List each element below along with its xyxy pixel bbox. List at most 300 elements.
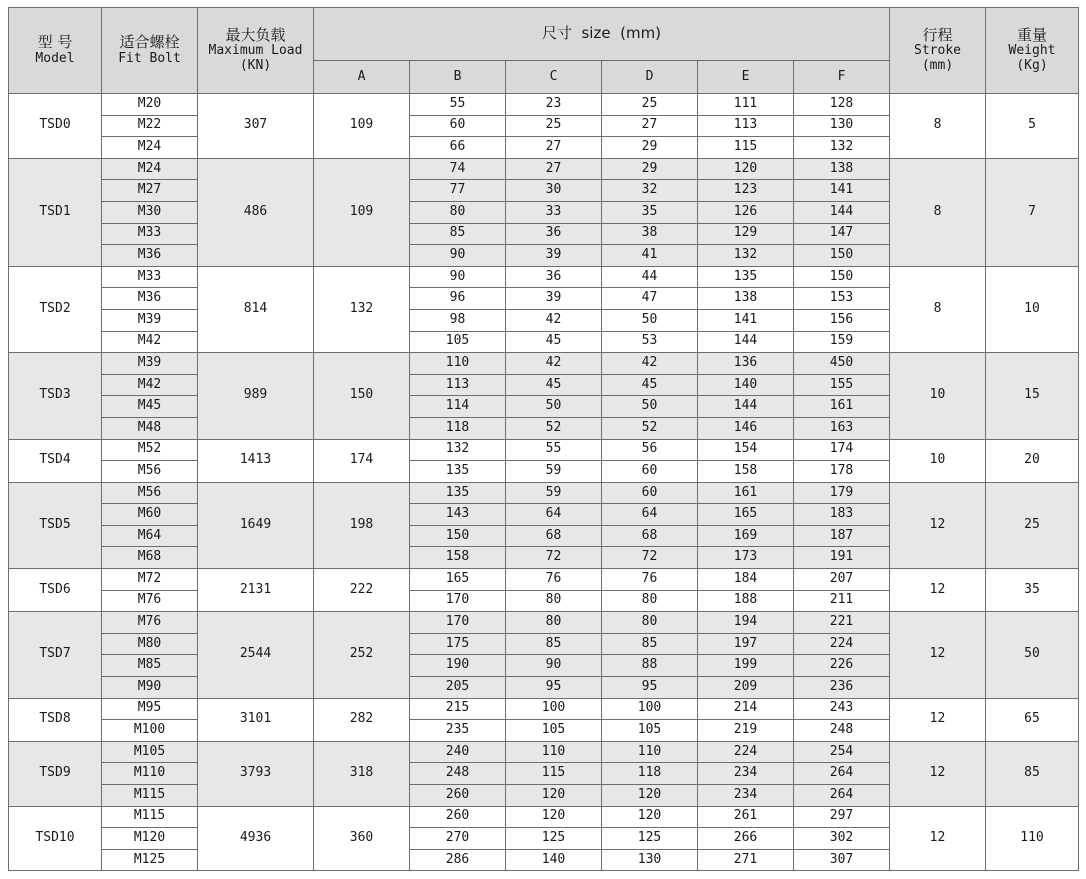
cell-dim-c: 50 [506, 396, 602, 418]
cell-dim-c: 125 [506, 828, 602, 850]
cell-dim-f: 224 [794, 633, 890, 655]
cell-dim-e: 194 [698, 612, 794, 634]
cell-dim-b: 235 [410, 720, 506, 742]
cell-fit-bolt: M115 [102, 785, 198, 807]
cell-dim-d: 80 [602, 590, 698, 612]
cell-fit-bolt: M120 [102, 828, 198, 850]
cell-dim-d: 41 [602, 245, 698, 267]
cell-dim-e: 144 [698, 396, 794, 418]
cell-dim-c: 39 [506, 245, 602, 267]
cell-dim-f: 179 [794, 482, 890, 504]
cell-fit-bolt: M90 [102, 677, 198, 699]
cell-dim-e: 126 [698, 201, 794, 223]
cell-fit-bolt: M33 [102, 266, 198, 288]
cell-fit-bolt: M80 [102, 633, 198, 655]
cell-dim-a: 109 [314, 158, 410, 266]
cell-fit-bolt: M27 [102, 180, 198, 202]
cell-dim-f: 144 [794, 201, 890, 223]
cell-dim-c: 36 [506, 266, 602, 288]
cell-dim-b: 80 [410, 201, 506, 223]
cell-dim-d: 72 [602, 547, 698, 569]
cell-fit-bolt: M68 [102, 547, 198, 569]
cell-dim-b: 158 [410, 547, 506, 569]
cell-fit-bolt: M110 [102, 763, 198, 785]
cell-dim-e: 115 [698, 137, 794, 159]
cell-dim-b: 55 [410, 94, 506, 116]
cell-model: TSD4 [9, 439, 102, 482]
cell-fit-bolt: M125 [102, 849, 198, 871]
cell-dim-d: 100 [602, 698, 698, 720]
header-weight [986, 8, 1079, 94]
cell-fit-bolt: M56 [102, 461, 198, 483]
header-size-label: 尺寸 size (mm) [541, 24, 662, 43]
header-load-unit: (KN) [239, 58, 272, 74]
cell-fit-bolt: M115 [102, 806, 198, 828]
cell-fit-bolt: M24 [102, 158, 198, 180]
cell-dim-b: 60 [410, 115, 506, 137]
cell-weight: 10 [986, 266, 1079, 352]
cell-dim-d: 45 [602, 374, 698, 396]
cell-dim-d: 76 [602, 569, 698, 591]
cell-dim-e: 234 [698, 763, 794, 785]
cell-dim-b: 170 [410, 590, 506, 612]
cell-fit-bolt: M39 [102, 309, 198, 331]
table-row [9, 612, 1079, 634]
cell-dim-c: 39 [506, 288, 602, 310]
cell-stroke: 10 [890, 353, 986, 439]
cell-weight: 85 [986, 741, 1079, 806]
cell-dim-f: 264 [794, 763, 890, 785]
cell-dim-a: 174 [314, 439, 410, 482]
cell-dim-f: 264 [794, 785, 890, 807]
cell-dim-c: 33 [506, 201, 602, 223]
cell-dim-e: 184 [698, 569, 794, 591]
cell-dim-c: 80 [506, 612, 602, 634]
header-bolt-en: Fit Bolt [118, 50, 181, 66]
cell-dim-b: 286 [410, 849, 506, 871]
cell-dim-e: 188 [698, 590, 794, 612]
table-row [9, 94, 1079, 116]
cell-dim-f: 161 [794, 396, 890, 418]
cell-dim-b: 74 [410, 158, 506, 180]
cell-stroke: 8 [890, 158, 986, 266]
cell-fit-bolt: M72 [102, 569, 198, 591]
cell-dim-d: 56 [602, 439, 698, 461]
cell-dim-c: 115 [506, 763, 602, 785]
cell-max-load: 4936 [198, 806, 314, 871]
cell-dim-e: 144 [698, 331, 794, 353]
cell-dim-c: 72 [506, 547, 602, 569]
cell-weight: 50 [986, 612, 1079, 698]
cell-dim-d: 50 [602, 396, 698, 418]
cell-dim-c: 64 [506, 504, 602, 526]
cell-dim-c: 120 [506, 806, 602, 828]
cell-dim-a: 109 [314, 94, 410, 159]
cell-max-load: 1649 [198, 482, 314, 568]
cell-dim-d: 120 [602, 806, 698, 828]
cell-dim-e: 173 [698, 547, 794, 569]
cell-dim-e: 214 [698, 698, 794, 720]
header-load-zh: 最大负载 [225, 25, 286, 44]
cell-dim-b: 143 [410, 504, 506, 526]
cell-dim-e: 266 [698, 828, 794, 850]
cell-dim-b: 66 [410, 137, 506, 159]
table-body [9, 94, 1079, 871]
cell-model: TSD0 [9, 94, 102, 159]
cell-dim-e: 123 [698, 180, 794, 202]
cell-dim-e: 113 [698, 115, 794, 137]
cell-dim-b: 240 [410, 741, 506, 763]
cell-dim-f: 159 [794, 331, 890, 353]
cell-dim-d: 52 [602, 417, 698, 439]
cell-dim-f: 226 [794, 655, 890, 677]
cell-dim-b: 96 [410, 288, 506, 310]
cell-dim-b: 135 [410, 482, 506, 504]
cell-dim-d: 60 [602, 482, 698, 504]
cell-dim-c: 76 [506, 569, 602, 591]
cell-dim-e: 219 [698, 720, 794, 742]
cell-dim-e: 132 [698, 245, 794, 267]
cell-fit-bolt: M20 [102, 94, 198, 116]
cell-dim-b: 170 [410, 612, 506, 634]
cell-dim-b: 260 [410, 806, 506, 828]
header-weight-zh: 重量 [1016, 25, 1047, 44]
cell-dim-e: 158 [698, 461, 794, 483]
cell-dim-c: 85 [506, 633, 602, 655]
cell-fit-bolt: M105 [102, 741, 198, 763]
cell-dim-d: 60 [602, 461, 698, 483]
cell-dim-f: 243 [794, 698, 890, 720]
header-dim-b: B [410, 61, 506, 94]
cell-dim-d: 27 [602, 115, 698, 137]
cell-dim-b: 248 [410, 763, 506, 785]
table-row [9, 741, 1079, 763]
cell-dim-d: 95 [602, 677, 698, 699]
cell-weight: 65 [986, 698, 1079, 741]
cell-weight: 7 [986, 158, 1079, 266]
header-max-load [198, 8, 314, 94]
cell-dim-f: 130 [794, 115, 890, 137]
cell-fit-bolt: M39 [102, 353, 198, 375]
cell-fit-bolt: M100 [102, 720, 198, 742]
cell-fit-bolt: M76 [102, 590, 198, 612]
cell-dim-f: 221 [794, 612, 890, 634]
table-row [9, 439, 1079, 461]
cell-dim-d: 120 [602, 785, 698, 807]
cell-fit-bolt: M45 [102, 396, 198, 418]
cell-dim-d: 125 [602, 828, 698, 850]
cell-weight: 25 [986, 482, 1079, 568]
cell-dim-a: 282 [314, 698, 410, 741]
cell-dim-e: 261 [698, 806, 794, 828]
cell-dim-f: 156 [794, 309, 890, 331]
cell-dim-b: 135 [410, 461, 506, 483]
table-row [9, 353, 1079, 375]
cell-max-load: 989 [198, 353, 314, 439]
cell-dim-a: 360 [314, 806, 410, 871]
cell-dim-b: 90 [410, 245, 506, 267]
cell-dim-e: 224 [698, 741, 794, 763]
cell-dim-d: 47 [602, 288, 698, 310]
header-stroke-unit: (mm) [921, 58, 954, 74]
cell-stroke: 12 [890, 612, 986, 698]
cell-dim-c: 23 [506, 94, 602, 116]
cell-dim-f: 248 [794, 720, 890, 742]
cell-max-load: 307 [198, 94, 314, 159]
cell-dim-d: 35 [602, 201, 698, 223]
cell-dim-b: 110 [410, 353, 506, 375]
header-weight-unit: (Kg) [1016, 58, 1048, 74]
table-header [9, 8, 1079, 94]
header-stroke [890, 8, 986, 94]
cell-dim-d: 110 [602, 741, 698, 763]
cell-stroke: 12 [890, 482, 986, 568]
cell-dim-f: 153 [794, 288, 890, 310]
cell-dim-f: 191 [794, 547, 890, 569]
cell-dim-f: 236 [794, 677, 890, 699]
cell-weight: 5 [986, 94, 1079, 159]
cell-model: TSD6 [9, 569, 102, 612]
cell-dim-d: 50 [602, 309, 698, 331]
header-model-zh: 型 号 [37, 33, 73, 52]
cell-stroke: 12 [890, 806, 986, 871]
cell-dim-e: 135 [698, 266, 794, 288]
header-dim-f: F [794, 61, 890, 94]
cell-dim-b: 98 [410, 309, 506, 331]
cell-stroke: 8 [890, 266, 986, 352]
cell-dim-e: 120 [698, 158, 794, 180]
cell-dim-e: 140 [698, 374, 794, 396]
table-row [9, 698, 1079, 720]
cell-dim-e: 169 [698, 525, 794, 547]
cell-dim-b: 90 [410, 266, 506, 288]
cell-weight: 110 [986, 806, 1079, 871]
cell-dim-c: 68 [506, 525, 602, 547]
cell-fit-bolt: M42 [102, 374, 198, 396]
cell-dim-b: 150 [410, 525, 506, 547]
spec-table [8, 7, 1079, 871]
cell-model: TSD2 [9, 266, 102, 352]
cell-fit-bolt: M22 [102, 115, 198, 137]
cell-max-load: 2544 [198, 612, 314, 698]
header-weight-en: Weight [1008, 43, 1056, 59]
cell-dim-f: 128 [794, 94, 890, 116]
cell-stroke: 12 [890, 698, 986, 741]
cell-dim-c: 36 [506, 223, 602, 245]
cell-dim-c: 45 [506, 331, 602, 353]
cell-dim-e: 136 [698, 353, 794, 375]
cell-stroke: 8 [890, 94, 986, 159]
cell-dim-f: 187 [794, 525, 890, 547]
cell-max-load: 3101 [198, 698, 314, 741]
cell-dim-f: 211 [794, 590, 890, 612]
cell-model: TSD9 [9, 741, 102, 806]
cell-dim-e: 209 [698, 677, 794, 699]
cell-stroke: 10 [890, 439, 986, 482]
cell-dim-a: 222 [314, 569, 410, 612]
cell-dim-e: 138 [698, 288, 794, 310]
cell-dim-b: 165 [410, 569, 506, 591]
table-row [9, 806, 1079, 828]
cell-dim-c: 27 [506, 137, 602, 159]
cell-dim-b: 105 [410, 331, 506, 353]
cell-dim-d: 29 [602, 158, 698, 180]
table-row [9, 158, 1079, 180]
cell-model: TSD8 [9, 698, 102, 741]
cell-dim-b: 118 [410, 417, 506, 439]
cell-dim-f: 174 [794, 439, 890, 461]
cell-dim-d: 80 [602, 612, 698, 634]
cell-dim-f: 163 [794, 417, 890, 439]
cell-fit-bolt: M52 [102, 439, 198, 461]
cell-dim-c: 105 [506, 720, 602, 742]
cell-dim-f: 147 [794, 223, 890, 245]
header-dim-d: D [602, 61, 698, 94]
cell-dim-c: 27 [506, 158, 602, 180]
cell-dim-b: 113 [410, 374, 506, 396]
cell-dim-b: 77 [410, 180, 506, 202]
cell-stroke: 12 [890, 741, 986, 806]
table-row [9, 569, 1079, 591]
cell-weight: 15 [986, 353, 1079, 439]
cell-dim-e: 234 [698, 785, 794, 807]
header-dim-c: C [506, 61, 602, 94]
cell-dim-a: 150 [314, 353, 410, 439]
cell-fit-bolt: M30 [102, 201, 198, 223]
cell-dim-c: 52 [506, 417, 602, 439]
cell-model: TSD7 [9, 612, 102, 698]
cell-dim-e: 111 [698, 94, 794, 116]
cell-dim-d: 105 [602, 720, 698, 742]
cell-dim-c: 55 [506, 439, 602, 461]
cell-max-load: 486 [198, 158, 314, 266]
cell-dim-d: 85 [602, 633, 698, 655]
cell-dim-b: 85 [410, 223, 506, 245]
header-dim-e: E [698, 61, 794, 94]
cell-max-load: 1413 [198, 439, 314, 482]
cell-dim-f: 450 [794, 353, 890, 375]
cell-dim-f: 307 [794, 849, 890, 871]
cell-dim-e: 141 [698, 309, 794, 331]
cell-dim-d: 42 [602, 353, 698, 375]
cell-dim-c: 42 [506, 309, 602, 331]
table-row [9, 482, 1079, 504]
cell-dim-e: 197 [698, 633, 794, 655]
cell-stroke: 12 [890, 569, 986, 612]
cell-dim-c: 120 [506, 785, 602, 807]
cell-fit-bolt: M42 [102, 331, 198, 353]
header-bolt-zh: 适合螺栓 [119, 33, 180, 52]
cell-dim-d: 29 [602, 137, 698, 159]
cell-dim-e: 161 [698, 482, 794, 504]
cell-dim-e: 154 [698, 439, 794, 461]
header-fit-bolt [102, 8, 198, 94]
header-stroke-zh: 行程 [922, 25, 953, 44]
cell-dim-d: 64 [602, 504, 698, 526]
cell-max-load: 3793 [198, 741, 314, 806]
cell-model: TSD5 [9, 482, 102, 568]
cell-dim-f: 183 [794, 504, 890, 526]
cell-dim-e: 165 [698, 504, 794, 526]
cell-dim-e: 271 [698, 849, 794, 871]
cell-dim-b: 205 [410, 677, 506, 699]
cell-fit-bolt: M85 [102, 655, 198, 677]
cell-dim-d: 130 [602, 849, 698, 871]
cell-fit-bolt: M33 [102, 223, 198, 245]
cell-dim-c: 45 [506, 374, 602, 396]
cell-fit-bolt: M36 [102, 288, 198, 310]
cell-fit-bolt: M95 [102, 698, 198, 720]
cell-dim-f: 302 [794, 828, 890, 850]
header-model-en: Model [35, 50, 75, 66]
cell-dim-d: 44 [602, 266, 698, 288]
cell-dim-d: 118 [602, 763, 698, 785]
cell-dim-d: 88 [602, 655, 698, 677]
cell-dim-b: 175 [410, 633, 506, 655]
cell-fit-bolt: M36 [102, 245, 198, 267]
cell-dim-f: 207 [794, 569, 890, 591]
cell-weight: 20 [986, 439, 1079, 482]
cell-dim-d: 25 [602, 94, 698, 116]
cell-dim-f: 150 [794, 245, 890, 267]
header-size [314, 8, 890, 61]
cell-dim-c: 30 [506, 180, 602, 202]
cell-dim-f: 132 [794, 137, 890, 159]
cell-weight: 35 [986, 569, 1079, 612]
cell-fit-bolt: M76 [102, 612, 198, 634]
cell-dim-c: 100 [506, 698, 602, 720]
cell-dim-c: 80 [506, 590, 602, 612]
header-load-en: Maximum Load [208, 43, 303, 59]
cell-dim-d: 53 [602, 331, 698, 353]
cell-dim-b: 215 [410, 698, 506, 720]
cell-dim-a: 318 [314, 741, 410, 806]
cell-dim-c: 59 [506, 461, 602, 483]
cell-model: TSD3 [9, 353, 102, 439]
cell-dim-c: 25 [506, 115, 602, 137]
cell-fit-bolt: M56 [102, 482, 198, 504]
cell-dim-c: 42 [506, 353, 602, 375]
header-dim-a: A [314, 61, 410, 94]
cell-dim-a: 252 [314, 612, 410, 698]
table-row [9, 266, 1079, 288]
cell-fit-bolt: M24 [102, 137, 198, 159]
cell-dim-e: 129 [698, 223, 794, 245]
header-model [9, 8, 102, 94]
cell-dim-a: 132 [314, 266, 410, 352]
cell-fit-bolt: M48 [102, 417, 198, 439]
cell-dim-b: 270 [410, 828, 506, 850]
cell-dim-c: 90 [506, 655, 602, 677]
cell-dim-b: 190 [410, 655, 506, 677]
cell-dim-c: 110 [506, 741, 602, 763]
cell-dim-b: 132 [410, 439, 506, 461]
header-stroke-en: Stroke [914, 43, 961, 59]
cell-model: TSD10 [9, 806, 102, 871]
cell-dim-e: 199 [698, 655, 794, 677]
cell-dim-f: 155 [794, 374, 890, 396]
cell-dim-d: 38 [602, 223, 698, 245]
cell-dim-f: 141 [794, 180, 890, 202]
cell-dim-a: 198 [314, 482, 410, 568]
cell-dim-e: 146 [698, 417, 794, 439]
cell-dim-d: 68 [602, 525, 698, 547]
cell-dim-f: 254 [794, 741, 890, 763]
cell-dim-c: 140 [506, 849, 602, 871]
cell-dim-f: 297 [794, 806, 890, 828]
cell-max-load: 814 [198, 266, 314, 352]
cell-dim-f: 138 [794, 158, 890, 180]
